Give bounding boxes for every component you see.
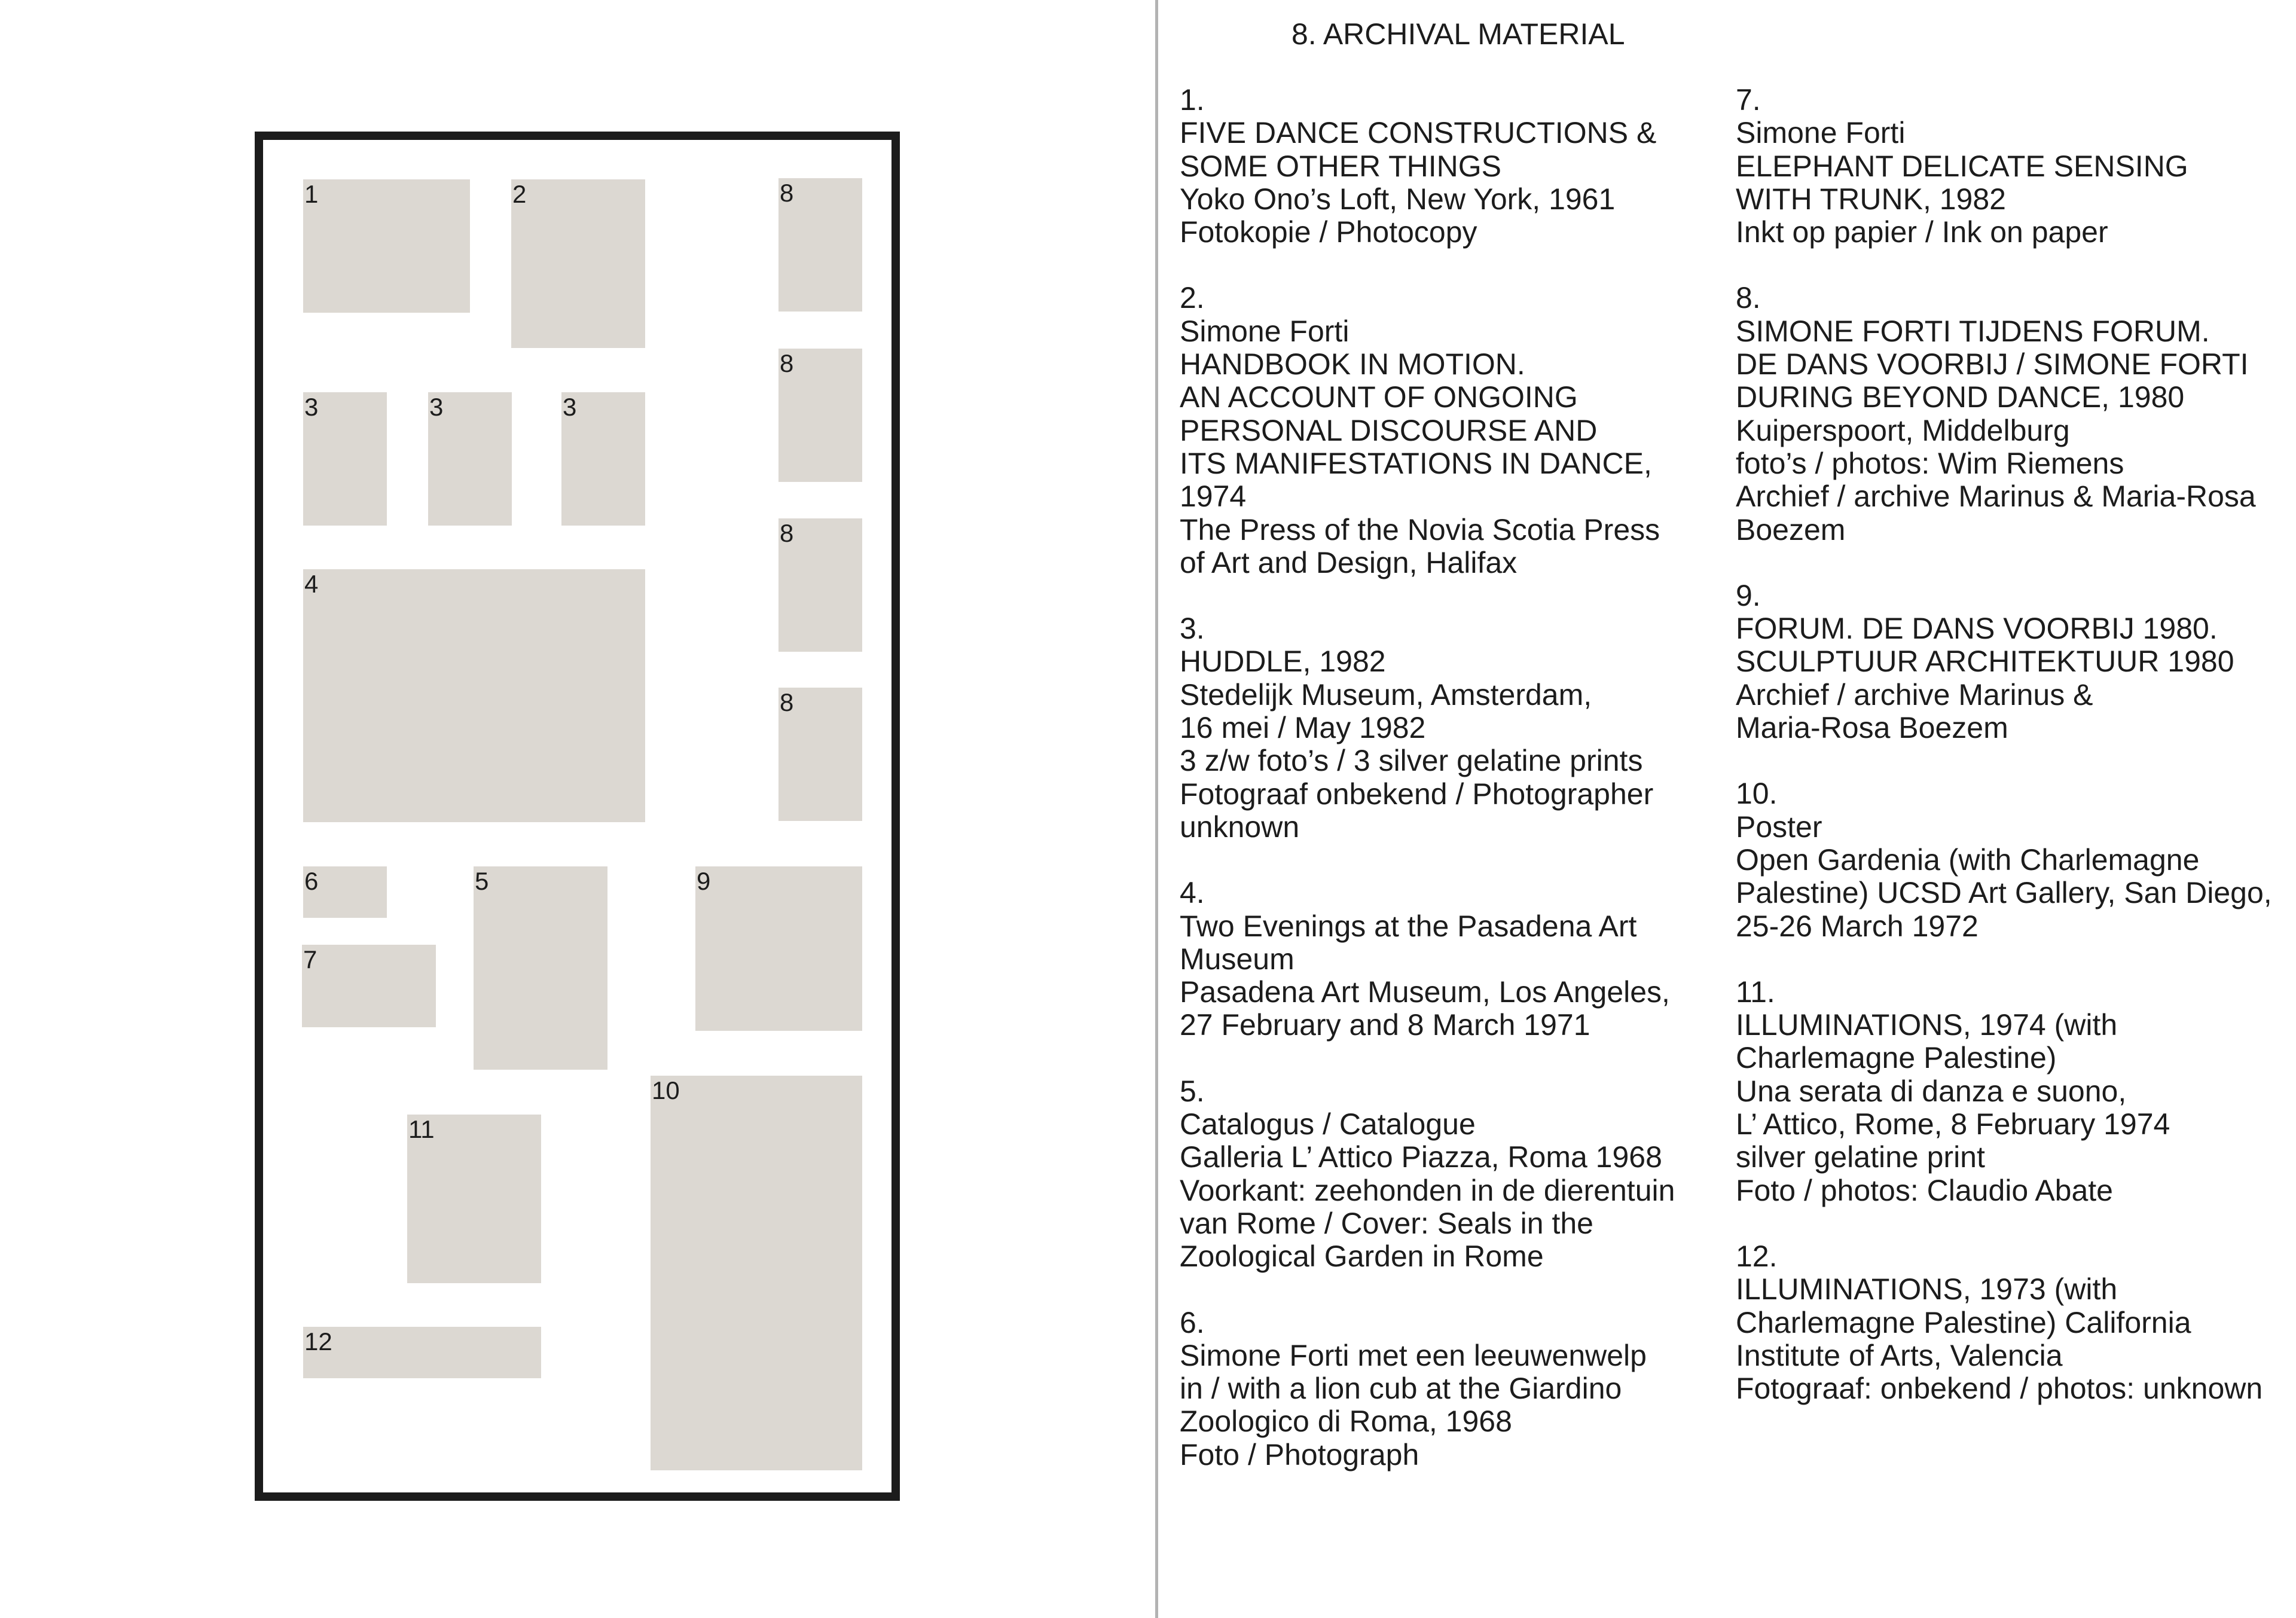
item-line: unknown (1180, 810, 1300, 844)
floor-plan (255, 132, 900, 1501)
list-column-left (1180, 84, 1730, 1504)
item-line: silver gelatine print (1736, 1140, 1985, 1174)
item-line: Yoko Ono’s Loft, New York, 1961 (1180, 182, 1616, 216)
item-line: Palestine) UCSD Art Gallery, San Diego, (1736, 876, 2272, 910)
plan-slot-4 (303, 569, 645, 822)
slot-number: 2 (512, 180, 527, 208)
item-line: Simone Forti (1180, 314, 1349, 348)
list-item (1736, 976, 2286, 1207)
item-number: 12. (1736, 1239, 1778, 1273)
item-line: ITS MANIFESTATIONS IN DANCE, (1180, 446, 1652, 480)
item-line: Open Gardenia (with Charlemagne (1736, 842, 2200, 877)
slot-number: 5 (475, 867, 489, 895)
list-item (1736, 777, 2286, 942)
plan-slot-7 (302, 945, 436, 1027)
item-line: ILLUMINATIONS, 1973 (with (1736, 1272, 2118, 1306)
slot-number: 6 (304, 867, 319, 895)
item-line: L’ Attico, Rome, 8 February 1974 (1736, 1107, 2170, 1141)
item-line: Fotokopie / Photocopy (1180, 215, 1477, 249)
item-line: Inkt op papier / Ink on paper (1736, 215, 2108, 249)
item-line: Museum (1180, 942, 1294, 976)
item-line: 16 mei / May 1982 (1180, 711, 1426, 745)
item-number: 7. (1736, 83, 1761, 117)
item-line: Boezem (1736, 512, 1846, 547)
slot-number: 3 (304, 393, 319, 421)
item-line: Maria-Rosa Boezem (1736, 711, 2008, 745)
item-line: Pasadena Art Museum, Los Angeles, (1180, 975, 1670, 1009)
plan-slot-6 (303, 866, 387, 918)
plan-slot-3 (428, 392, 512, 526)
list-item (1180, 1075, 1730, 1274)
item-line: The Press of the Novia Scotia Press (1180, 512, 1660, 547)
list-column-right (1736, 84, 2286, 1438)
item-line: van Rome / Cover: Seals in the (1180, 1206, 1593, 1240)
item-line: 27 February and 8 March 1971 (1180, 1008, 1590, 1042)
item-line: Galleria L’ Attico Piazza, Roma 1968 (1180, 1140, 1662, 1174)
item-line: FIVE DANCE CONSTRUCTIONS & (1180, 116, 1657, 150)
item-line: ILLUMINATIONS, 1974 (with (1736, 1008, 2118, 1042)
item-line: WITH TRUNK, 1982 (1736, 182, 2006, 216)
item-line: SCULPTUUR ARCHITEKTUUR 1980 (1736, 645, 2234, 679)
slot-number: 8 (780, 519, 794, 547)
plan-slot-9 (695, 866, 862, 1031)
item-line: Simone Forti met een leeuwenwelp (1180, 1338, 1647, 1372)
item-line: Stedelijk Museum, Amsterdam, (1180, 677, 1592, 712)
plan-slot-8 (778, 518, 862, 652)
plan-slot-8 (778, 688, 862, 821)
page-gutter (1155, 0, 1158, 1618)
item-line: SIMONE FORTI TIJDENS FORUM. (1736, 314, 2210, 348)
plan-slot-12 (303, 1327, 541, 1378)
item-number: 11. (1736, 975, 1775, 1009)
item-line: Poster (1736, 810, 1822, 844)
slot-number: 3 (429, 393, 444, 421)
item-number: 9. (1736, 578, 1761, 612)
slot-number: 4 (304, 570, 319, 598)
slot-number: 10 (652, 1076, 680, 1104)
item-line: Archief / archive Marinus & Maria-Rosa (1736, 480, 2256, 514)
slot-number: 8 (780, 688, 794, 716)
item-line: Zoological Garden in Rome (1180, 1240, 1544, 1274)
item-number: 4. (1180, 876, 1205, 910)
item-line: Two Evenings at the Pasadena Art (1180, 909, 1637, 943)
item-number: 2. (1180, 281, 1205, 315)
item-line: Institute of Arts, Valencia (1736, 1338, 2063, 1372)
item-line: HUDDLE, 1982 (1180, 645, 1386, 679)
list-item (1736, 579, 2286, 744)
item-number: 5. (1180, 1074, 1205, 1108)
plan-slot-3 (303, 392, 387, 526)
item-line: Archief / archive Marinus & (1736, 677, 2093, 712)
slot-number: 1 (304, 180, 319, 208)
item-line: SOME OTHER THINGS (1180, 149, 1502, 183)
item-line: ELEPHANT DELICATE SENSING (1736, 149, 2188, 183)
list-item (1180, 282, 1730, 579)
list-item (1736, 1240, 2286, 1405)
page-title: 8. ARCHIVAL MATERIAL (1292, 17, 1625, 51)
item-line: of Art and Design, Halifax (1180, 545, 1518, 579)
list-item (1736, 84, 2286, 249)
item-line: Charlemagne Palestine) (1736, 1041, 2057, 1075)
slot-number: 8 (780, 179, 794, 207)
item-line: 1974 (1180, 480, 1247, 514)
slot-number: 3 (563, 393, 577, 421)
list-item (1180, 84, 1730, 249)
item-line: AN ACCOUNT OF ONGOING (1180, 380, 1578, 414)
slot-number: 9 (697, 867, 711, 895)
item-number: 8. (1736, 281, 1761, 315)
plan-slot-1 (303, 179, 470, 313)
item-line: Charlemagne Palestine) California (1736, 1305, 2191, 1339)
item-line: Simone Forti (1736, 116, 1906, 150)
item-line: DURING BEYOND DANCE, 1980 (1736, 380, 2185, 414)
list-item (1180, 1306, 1730, 1472)
item-line: DE DANS VOORBIJ / SIMONE FORTI (1736, 347, 2249, 381)
item-line: FORUM. DE DANS VOORBIJ 1980. (1736, 612, 2218, 646)
item-line: PERSONAL DISCOURSE AND (1180, 413, 1598, 447)
plan-slot-8 (778, 349, 862, 482)
item-line: Voorkant: zeehonden in de dierentuin (1180, 1173, 1675, 1207)
plan-slot-8 (778, 178, 862, 312)
item-line: Foto / Photograph (1180, 1437, 1419, 1472)
item-line: Kuiperspoort, Middelburg (1736, 413, 2070, 447)
list-item (1180, 877, 1730, 1042)
item-number: 6. (1180, 1305, 1205, 1339)
slot-number: 7 (303, 945, 317, 973)
item-line: Foto / photos: Claudio Abate (1736, 1173, 2113, 1207)
item-line: 25-26 March 1972 (1736, 909, 1979, 943)
plan-slot-3 (561, 392, 645, 526)
list-item (1180, 612, 1730, 844)
item-number: 1. (1180, 83, 1205, 117)
item-line: Fotograaf onbekend / Photographer (1180, 777, 1654, 811)
item-line: Fotograaf: onbekend / photos: unknown (1736, 1372, 2263, 1406)
item-number: 3. (1180, 612, 1205, 646)
item-line: foto’s / photos: Wim Riemens (1736, 446, 2124, 480)
plan-slot-11 (407, 1115, 541, 1283)
slot-number: 8 (780, 349, 794, 377)
slot-number: 12 (304, 1327, 332, 1356)
item-line: Una serata di danza e suono, (1736, 1074, 2127, 1108)
list-item (1736, 282, 2286, 546)
plan-slot-5 (474, 866, 607, 1070)
item-line: 3 z/w foto’s / 3 silver gelatine prints (1180, 744, 1643, 778)
slot-number: 11 (408, 1115, 435, 1143)
plan-slot-10 (651, 1076, 862, 1470)
item-line: HANDBOOK IN MOTION. (1180, 347, 1525, 381)
item-line: Catalogus / Catalogue (1180, 1107, 1476, 1141)
item-line: Zoologico di Roma, 1968 (1180, 1405, 1512, 1439)
item-number: 10. (1736, 777, 1778, 811)
plan-slot-2 (511, 179, 645, 348)
item-line: in / with a lion cub at the Giardino (1180, 1372, 1622, 1406)
